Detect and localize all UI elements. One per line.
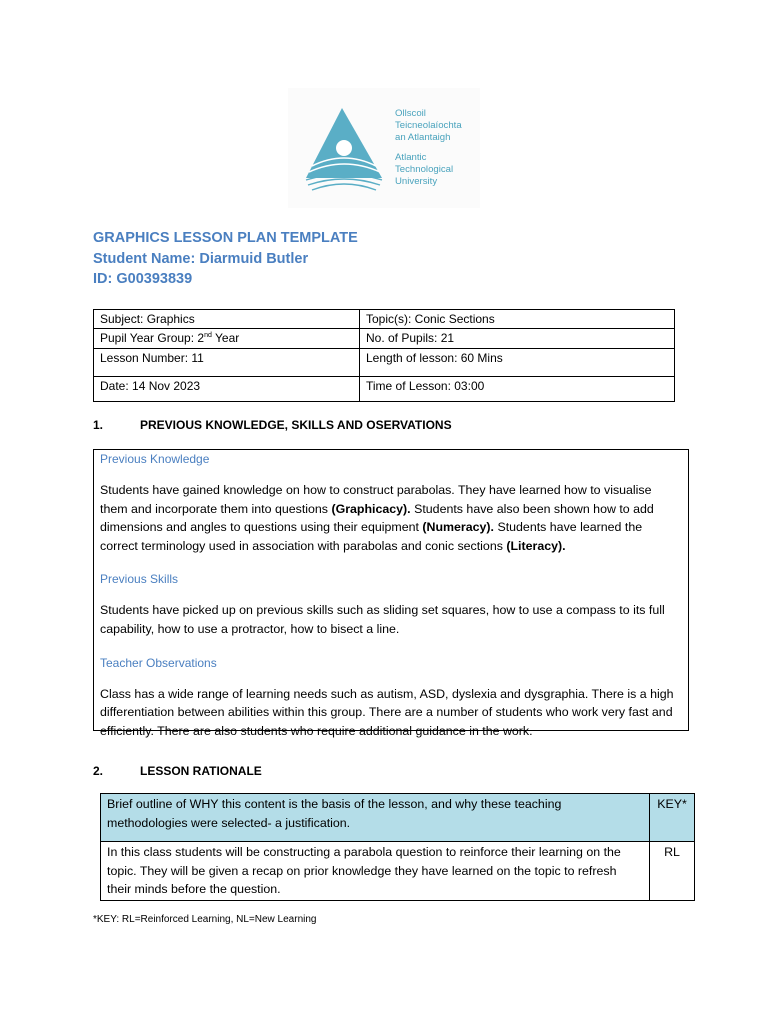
rationale-header-text: Brief outline of WHY this content is the basis of the lesson, and why these teaching methodologies were selected- a justification. xyxy=(101,794,650,842)
previous-knowledge-box xyxy=(93,449,689,738)
rationale-row-text: In this class students will be constructing a parabola question to reinforce their learning on the topic. They will be given a recap on prior knowledge they have learned on the topic to refresh their minds before the question. xyxy=(101,842,650,901)
section-1-title: 1. PREVIOUS KNOWLEDGE, SKILLS AND OSERVATIONS xyxy=(93,418,452,432)
university-logo xyxy=(288,88,480,208)
atu-logo-icon xyxy=(304,106,388,194)
previous-knowledge-text: Students have gained knowledge on how to construct parabolas. They have learned how to visualise them and incorporate them into questions (Graphicacy). Students have also been shown how to add dimensions and angles to questions using their equipment (Numeracy). Students have learned the correct terminology used in association with parabolas and conic sections (Literacy). xyxy=(100,483,654,553)
previous-knowledge-heading: Previous Knowledge xyxy=(100,452,210,466)
rationale-header-key: KEY* xyxy=(650,794,695,842)
logo-wordmark: Ollscoil Teicneolaíochta an Atlantaigh Atlantic Technological University xyxy=(395,108,462,187)
section-2-title: 2. LESSON RATIONALE xyxy=(93,764,262,778)
teacher-observations-text: Class has a wide range of learning needs such as autism, ASD, dyslexia and dysgraphia. There is a high differentiation between abilities within this group. There are a number of students who work very fast and efficiently. There are also students who require additional guidance in the work. xyxy=(100,686,674,738)
time-cell: Time of Lesson: 03:00 xyxy=(360,377,675,402)
lesson-length-cell: Length of lesson: 60 Mins xyxy=(360,349,675,377)
lesson-number-cell: Lesson Number: 11 xyxy=(94,349,360,377)
subject-cell: Subject: Graphics xyxy=(94,310,360,329)
lesson-rationale-table xyxy=(100,793,695,901)
teacher-observations-heading: Teacher Observations xyxy=(100,655,217,670)
student-name: Student Name: Diarmuid Butler xyxy=(93,250,309,267)
topics-cell: Topic(s): Conic Sections xyxy=(360,310,675,329)
table-row xyxy=(101,842,695,901)
date-cell: Date: 14 Nov 2023 xyxy=(94,377,360,402)
document-heading xyxy=(93,228,358,290)
previous-skills-text: Students have picked up on previous skills such as sliding set squares, how to use a compass to its full capability, how to use a protractor, how to bisect a line. xyxy=(100,603,665,636)
previous-skills-heading: Previous Skills xyxy=(100,572,179,587)
lesson-info-table xyxy=(93,309,675,402)
rationale-row-key: RL xyxy=(650,842,695,901)
year-group-cell: Pupil Year Group: 2nd Year xyxy=(94,329,360,349)
pupils-cell: No. of Pupils: 21 xyxy=(360,329,675,349)
student-id: ID: G00393839 xyxy=(93,271,193,287)
document-title: GRAPHICS LESSON PLAN TEMPLATE xyxy=(93,230,358,246)
key-footnote: *KEY: RL=Reinforced Learning, NL=New Learning xyxy=(93,914,317,925)
rationale-header-row xyxy=(101,794,695,842)
